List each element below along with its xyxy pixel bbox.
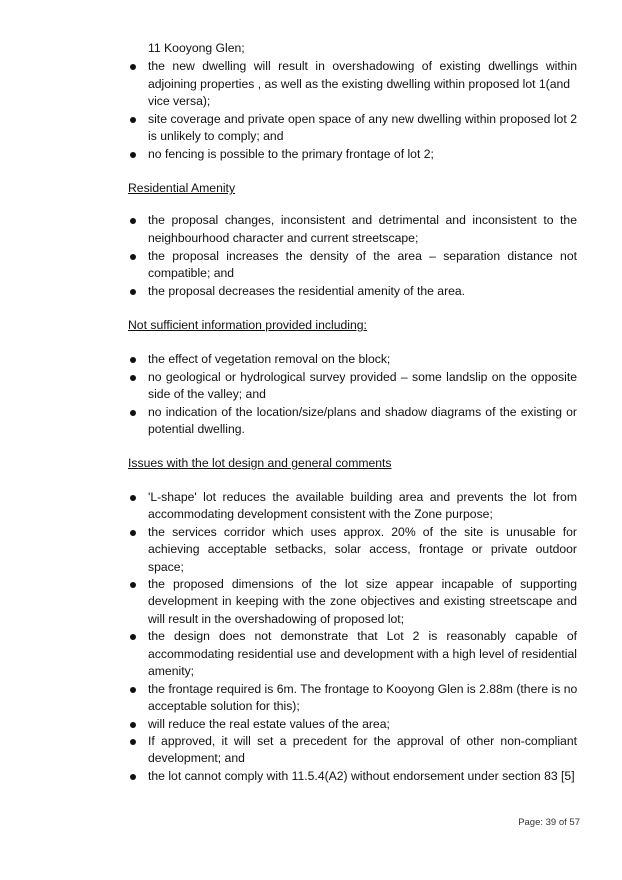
bullet-line: development in keeping with the zone objectives and existing streetscape and	[148, 594, 577, 608]
bullet-line: amenity;	[148, 664, 195, 678]
bullet-line: accommodating residential use and development with a high level of residential	[148, 647, 577, 661]
bullet-line: compatible; and	[148, 266, 235, 280]
bullet-dot	[130, 357, 136, 363]
bullet-dot	[130, 289, 136, 295]
bullet-dot	[130, 687, 136, 693]
bullet-line: achieving acceptable setbacks, solar access, frontage or private outdoor	[148, 542, 577, 556]
bullet-dot	[130, 582, 136, 588]
section-heading-insufficient-information: Not sufficient information provided including:	[128, 318, 367, 332]
bullet-line: no indication of the location/size/plans and shadow diagrams of the existing or	[148, 405, 577, 419]
bullet-dot	[130, 375, 136, 381]
bullet-line: potential dwelling.	[148, 422, 245, 436]
bullet-line: the proposed dimensions of the lot size appear incapable of supporting	[148, 577, 577, 591]
bullet-line: site coverage and private open space of any new dwelling within proposed lot 2	[148, 112, 577, 126]
bullet-line: the proposal decreases the residential amenity of the area.	[148, 284, 466, 298]
bullet-line: will reduce the real estate values of the area;	[148, 717, 390, 731]
bullet-dot	[130, 64, 136, 70]
bullet-line: the design does not demonstrate that Lot 2 is reasonably capable of	[148, 629, 577, 643]
bullet-dot	[130, 722, 136, 728]
bullet-line: vice versa);	[148, 94, 211, 108]
bullet-line: the proposal increases the density of the area – separation distance not	[148, 249, 577, 263]
section-heading-lot-design-issues: Issues with the lot design and general comments	[128, 456, 392, 470]
bullet-dot	[130, 410, 136, 416]
page-number: Page: 39 of 57	[518, 817, 580, 828]
bullet-dot	[130, 530, 136, 536]
bullet-dot	[130, 634, 136, 640]
bullet-line: the effect of vegetation removal on the block;	[148, 352, 391, 366]
bullet-line: neighbourhood character and current streetscape;	[148, 231, 419, 245]
bullet-dot	[130, 254, 136, 260]
bullet-line: the lot cannot comply with 11.5.4(A2) without endorsement under section 83 [5]	[148, 769, 575, 783]
bullet-dot	[130, 152, 136, 158]
bullet-line: space;	[148, 560, 184, 574]
bullet-line: 'L-shape' lot reduces the available building area and prevents the lot from	[148, 490, 577, 504]
bullet-line: no geological or hydrological survey provided – some landslip on the opposite	[148, 370, 577, 384]
bullet-dot	[130, 739, 136, 745]
bullet-line: no fencing is possible to the primary frontage of lot 2;	[148, 147, 434, 161]
bullet-line: accommodating development consistent with the Zone purpose;	[148, 507, 493, 521]
bullet-line: the frontage required is 6m. The frontage to Kooyong Glen is 2.88m (there is no	[148, 682, 578, 696]
bullet-dot	[130, 495, 136, 501]
continuation-text: 11 Kooyong Glen;	[148, 41, 245, 55]
bullet-line: If approved, it will set a precedent for the approval of other non-compliant	[148, 734, 577, 748]
bullet-line: side of the valley; and	[148, 387, 266, 401]
section-heading-residential-amenity: Residential Amenity	[128, 181, 236, 195]
bullet-line: the new dwelling will result in overshadowing of existing dwellings within	[148, 59, 577, 73]
bullet-dot	[130, 218, 136, 224]
bullet-line: is unlikely to comply; and	[148, 129, 284, 143]
bullet-dot	[130, 774, 136, 780]
bullet-line: will result in the overshadowing of proposed lot;	[148, 612, 405, 626]
bullet-line: acceptable solution for this);	[148, 699, 300, 713]
bullet-line: development; and	[148, 751, 245, 765]
bullet-line: the services corridor which uses approx. 20% of the site is unusable for	[148, 525, 577, 539]
bullet-line: the proposal changes, inconsistent and detrimental and inconsistent to the	[148, 213, 577, 227]
bullet-line: adjoining properties , as well as the existing dwelling within proposed lot 1(and	[148, 77, 571, 91]
bullet-dot	[130, 117, 136, 123]
